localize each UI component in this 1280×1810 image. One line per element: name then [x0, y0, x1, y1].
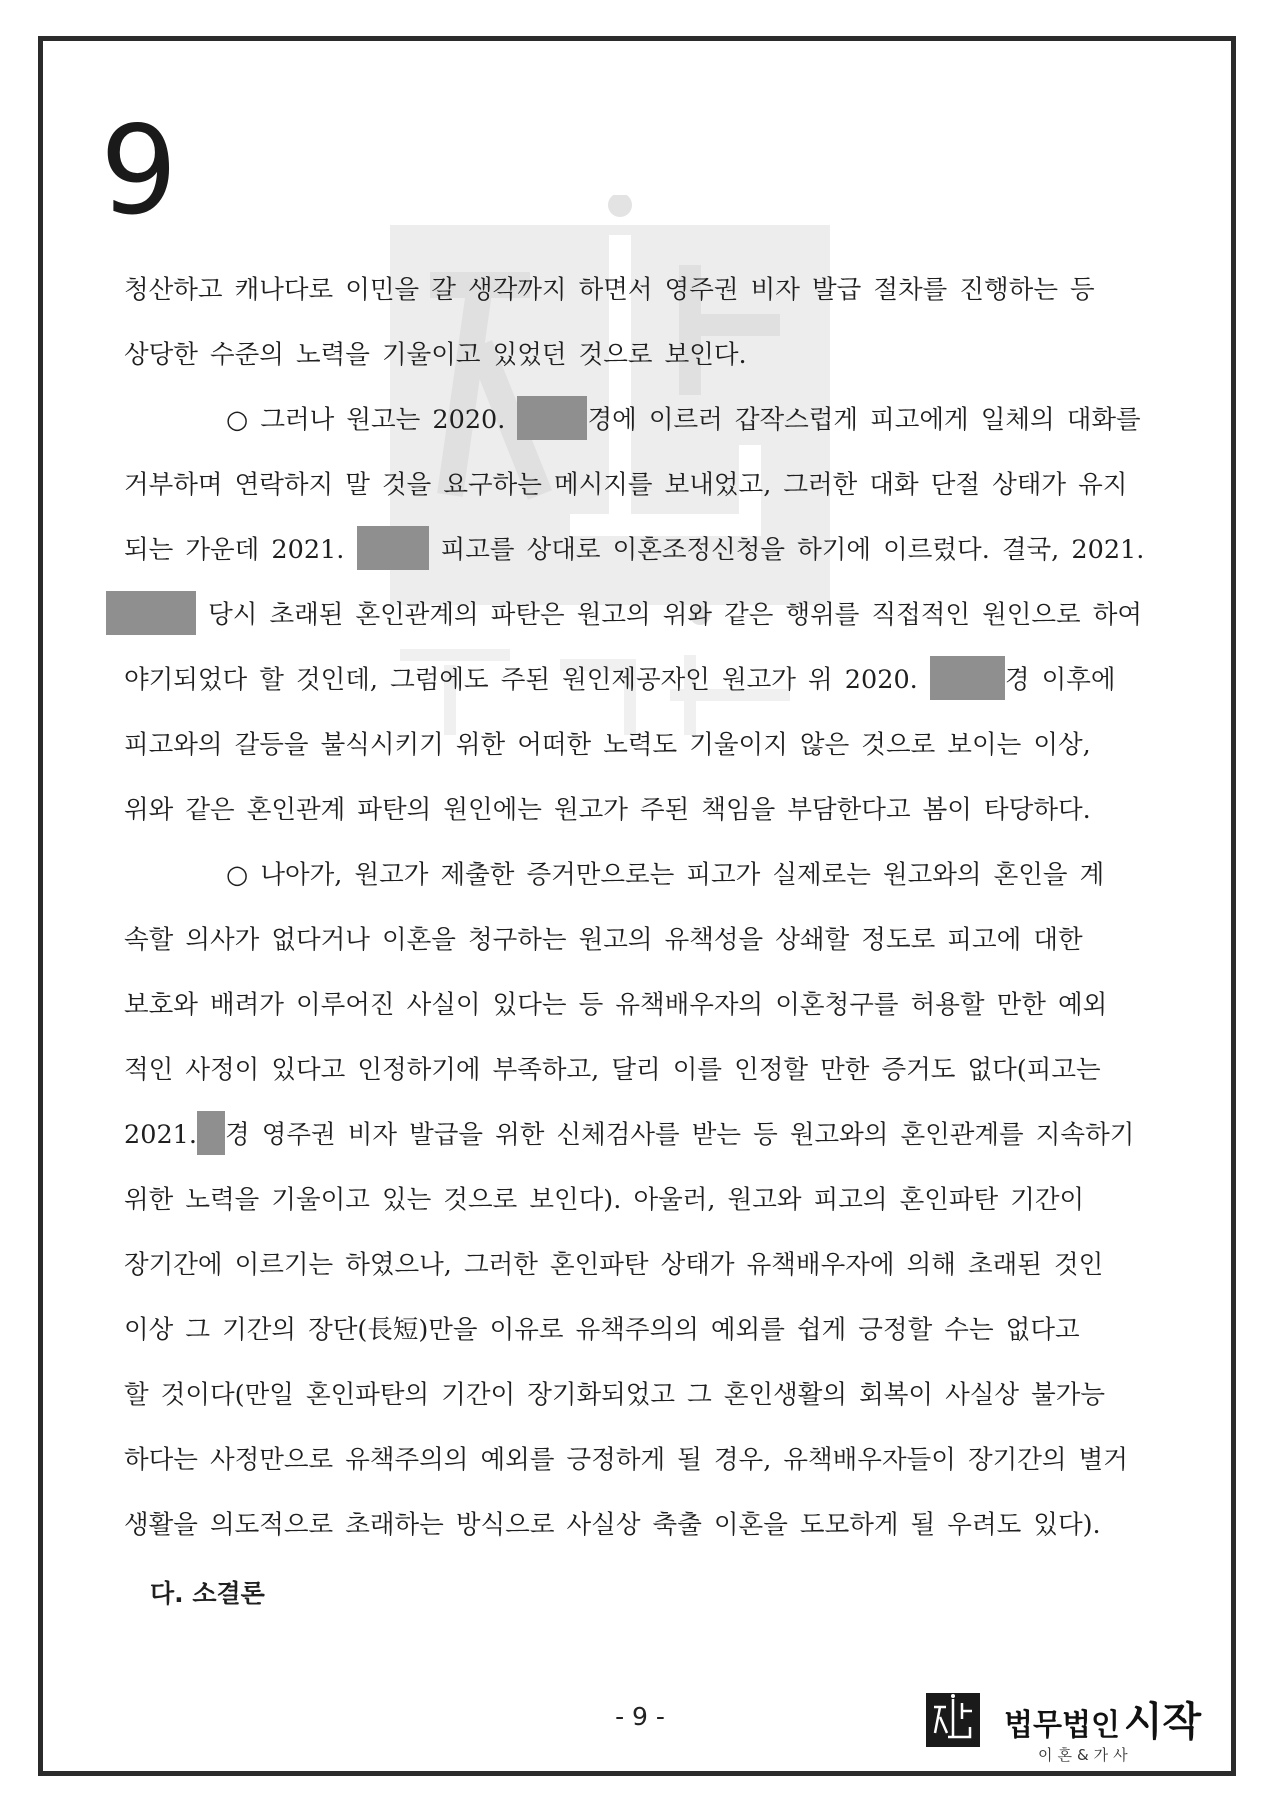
paragraph-2: [124, 388, 1164, 843]
text-segment: 경에 이르러 갑작스럽게 피고에게 일체의 대화를: [587, 405, 1141, 435]
text-segment: 2021.: [124, 1120, 198, 1150]
text-segment: ○ 그러나 원고는 2020.: [226, 405, 506, 435]
text-segment: 야기되었다 할 것인데, 그럼에도 주된 원인제공자인 원고가 위 2020.: [124, 665, 918, 695]
text-segment: 경 영주권 비자 발급을 위한 신체검사를 받는 등 원고와의 혼인관계를 지속하기: [225, 1120, 1135, 1150]
text-segment: 피고를 상대로 이혼조정신청을 하기에 이르렀다. 결국, 2021.: [440, 535, 1145, 565]
text-line: [124, 1103, 1164, 1168]
text-line: [124, 518, 1164, 583]
text-line: 위와 같은 혼인관계 파탄의 원인에는 원고가 주된 책임을 부담한다고 봄이 타당하다.: [124, 795, 1091, 825]
text-line: 이상 그 기간의 장단(長短)만을 이유로 유책주의의 예외를 쉽게 긍정할 수는 없다고: [124, 1315, 1080, 1345]
text-line: 위한 노력을 기울이고 있는 것으로 보인다). 아울러, 원고와 피고의 혼인파탄 기간이: [124, 1185, 1085, 1215]
redaction-box: [930, 656, 1005, 700]
section-heading: 다. 소결론: [150, 1579, 265, 1608]
text-line: 하다는 사정만으로 유책주의의 예외를 긍정하게 될 경우, 유책배우자들이 장기간의 별거: [124, 1445, 1128, 1475]
firm-subtitle: 이혼&가사: [1038, 1746, 1133, 1764]
text-line: [124, 648, 1164, 713]
redaction-box: [517, 396, 587, 440]
firm-name-prefix: 법무법인: [1004, 1708, 1120, 1743]
text-line: 보호와 배려가 이루어진 사실이 있다는 등 유책배우자의 이혼청구를 허용할 만한 예외: [124, 990, 1108, 1020]
redaction-box: [197, 1111, 225, 1155]
text-line: 장기간에 이르기는 하였으나, 그러한 혼인파탄 상태가 유책배우자에 의해 초래된 것인: [124, 1250, 1104, 1280]
text-line: 피고와의 갈등을 불식시키기 위한 어떠한 노력도 기울이지 않은 것으로 보이는 이상,: [124, 730, 1091, 760]
redaction-box: [106, 591, 196, 635]
text-segment: 경 이후에: [1004, 665, 1116, 695]
page-number-heading: 9: [100, 100, 178, 242]
document-body: [124, 258, 1164, 1624]
text-line: [124, 388, 1164, 453]
text-line: 할 것이다(만일 혼인파탄의 기간이 장기화되었고 그 혼인생활의 회복이 사실상 불가능: [124, 1380, 1106, 1410]
footer-page-number: - 9 -: [615, 1702, 665, 1731]
text-line: 속할 의사가 없다거나 이혼을 청구하는 원고의 유책성을 상쇄할 정도로 피고에 대한: [124, 925, 1083, 955]
firm-name: [1004, 1690, 1201, 1747]
text-line: [124, 583, 1164, 648]
text-line: ○ 나아가, 원고가 제출한 증거만으로는 피고가 실제로는 원고와의 혼인을 계: [226, 860, 1105, 890]
text-line: 적인 사정이 있다고 인정하기에 부족하고, 달리 이를 인정할 만한 증거도 없다(피고는: [124, 1055, 1101, 1085]
firm-logo-icon: [926, 1693, 980, 1747]
text-line: 상당한 수준의 노력을 기울이고 있었던 것으로 보인다.: [124, 340, 747, 370]
text-line: 생활을 의도적으로 초래하는 방식으로 사실상 축출 이혼을 도모하게 될 우려도 있다).: [124, 1510, 1101, 1540]
firm-name-main: 시작: [1123, 1699, 1202, 1745]
text-line: 거부하며 연락하지 말 것을 요구하는 메시지를 보내었고, 그러한 대화 단절 상태가 유지: [124, 470, 1128, 500]
redaction-box: [357, 526, 429, 570]
paragraph-3: [124, 843, 1164, 1558]
text-segment: 당시 초래된 혼인관계의 파탄은 원고의 위와 같은 행위를 직접적인 원인으로 하여: [208, 600, 1143, 630]
text-segment: 되는 가운데 2021.: [124, 535, 345, 565]
text-line: 청산하고 캐나다로 이민을 갈 생각까지 하면서 영주권 비자 발급 절차를 진행하는 등: [124, 275, 1095, 305]
paragraph-1: [124, 258, 1164, 388]
